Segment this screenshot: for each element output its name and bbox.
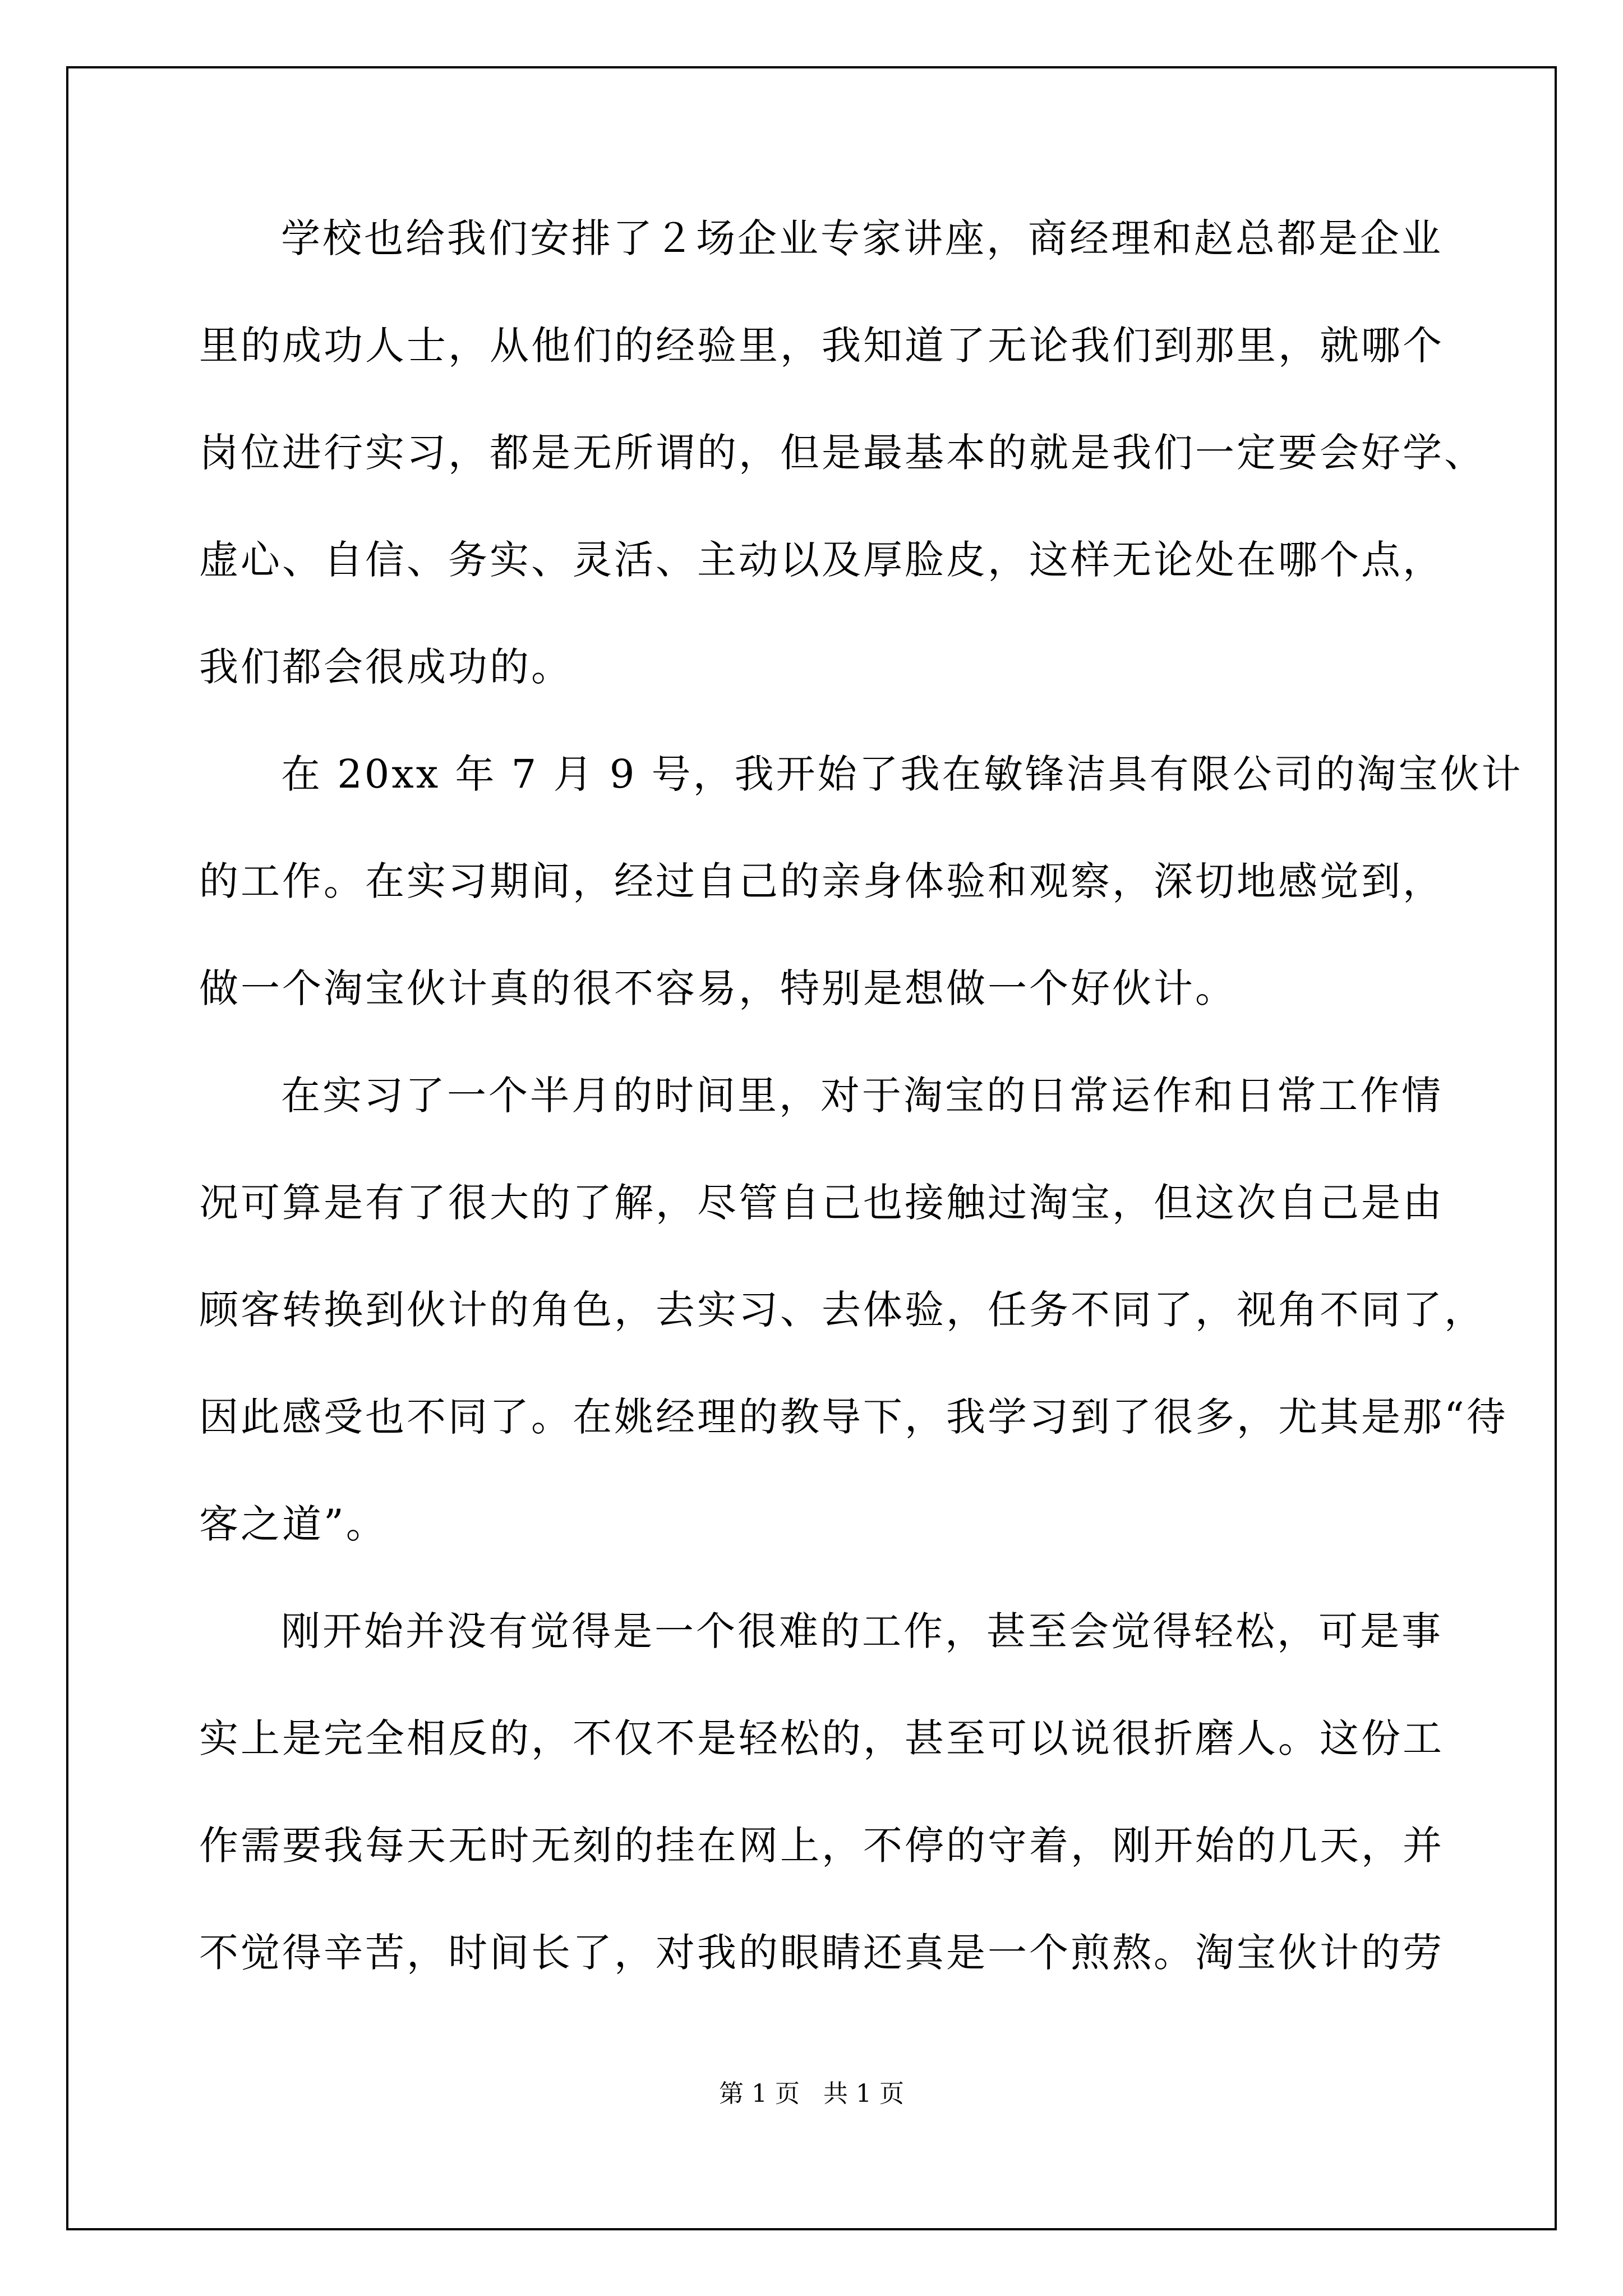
page-number-current: 第 1 页 — [719, 2079, 800, 2108]
paragraph-2-line-1: 在 20xx 年 7 月 9 号，我开始了我在敏锋洁具有限公司的淘宝伙计 — [281, 751, 1523, 797]
paragraph-3-line-3: 顾客转换到伙计的角色，去实习、去体验，任务不同了，视角不同了， — [199, 1287, 1486, 1333]
paragraph-4-line-4: 不觉得辛苦，时间长了，对我的眼睛还真是一个煎熬。淘宝伙计的劳 — [199, 1930, 1444, 1976]
page-border — [66, 66, 1557, 2230]
paragraph-1-line-2: 里的成功人士，从他们的经验里，我知道了无论我们到那里，就哪个 — [199, 323, 1444, 369]
page-footer — [0, 2077, 1623, 2111]
paragraph-1-line-1: 学校也给我们安排了２场企业专家讲座，商经理和赵总都是企业 — [281, 215, 1443, 261]
paragraph-4-line-1: 刚开始并没有觉得是一个很难的工作，甚至会觉得轻松，可是事 — [281, 1608, 1443, 1654]
paragraph-3-line-5: 客之道”。 — [199, 1501, 388, 1547]
page-number-total: 共 1 页 — [823, 2079, 904, 2108]
paragraph-2-line-3: 做一个淘宝伙计真的很不容易，特别是想做一个好伙计。 — [199, 965, 1237, 1011]
paragraph-3-line-1: 在实习了一个半月的时间里，对于淘宝的日常运作和日常工作情 — [281, 1073, 1443, 1119]
paragraph-4-line-3: 作需要我每天无时无刻的挂在网上，不停的守着，刚开始的几天，并 — [199, 1823, 1444, 1869]
paragraph-4-line-2: 实上是完全相反的，不仅不是轻松的，甚至可以说很折磨人。这份工 — [199, 1715, 1444, 1761]
paragraph-2-line-2: 的工作。在实习期间，经过自己的亲身体验和观察，深切地感觉到， — [199, 858, 1444, 904]
paragraph-1-line-5: 我们都会很成功的。 — [199, 644, 573, 690]
paragraph-1-line-4: 虚心、自信、务实、灵活、主动以及厚脸皮，这样无论处在哪个点， — [199, 537, 1444, 583]
paragraph-3-line-2: 况可算是有了很大的了解，尽管自己也接触过淘宝，但这次自己是由 — [199, 1180, 1444, 1226]
paragraph-3-line-4: 因此感受也不同了。在姚经理的教导下，我学习到了很多，尤其是那“待 — [199, 1394, 1508, 1440]
paragraph-1-line-3: 岗位进行实习，都是无所谓的，但是最基本的就是我们一定要会好学、 — [199, 430, 1486, 476]
